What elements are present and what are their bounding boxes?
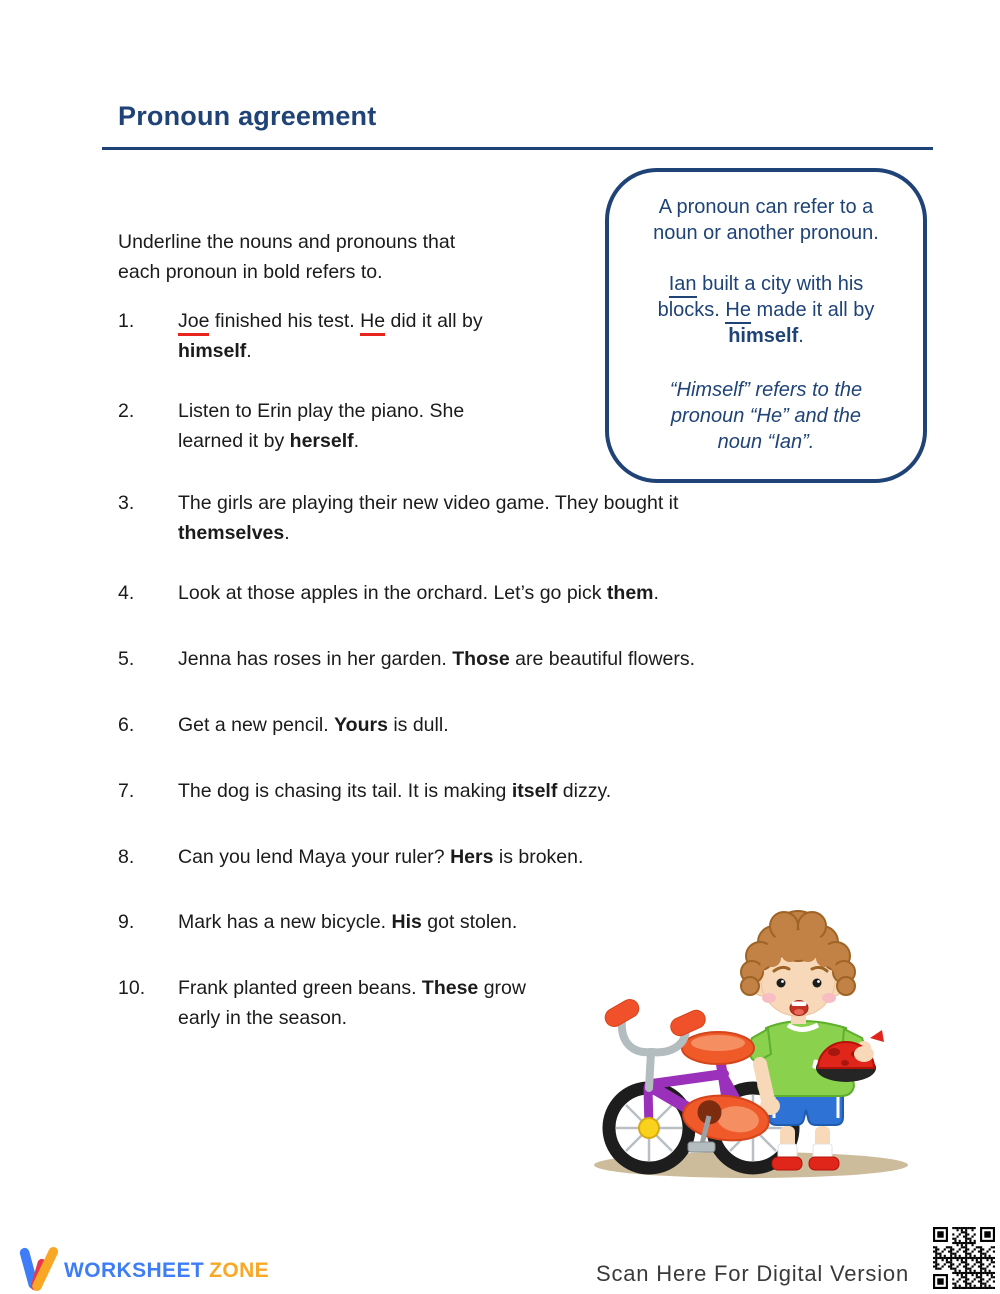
text-line: A pronoun can refer to a (658, 196, 874, 218)
text-line: Look at those apples in the orchard. Let’s go pick them. (178, 582, 659, 604)
text-line: early in the season. (178, 1007, 348, 1029)
text-line: Get a new pencil. Yours is dull. (178, 714, 449, 736)
instructions-line-1: Underline the nouns and pronouns that (118, 231, 456, 253)
logo-word-worksheet: WORKSHEET (64, 1259, 205, 1282)
exercise-item-4 (118, 578, 659, 608)
exercise-item-5 (118, 644, 695, 674)
text-line: Frank planted green beans. These grow (178, 977, 526, 999)
scan-here-label: Scan Here For Digital Version (596, 1261, 909, 1286)
exercise-item-7 (118, 776, 611, 806)
worksheetzone-logo-icon (16, 1243, 60, 1293)
text-line: “Himself” refers to the (669, 379, 863, 401)
logo-word-zone: ZONE (209, 1259, 270, 1282)
item-number: 7. (118, 780, 135, 802)
item-text (178, 644, 695, 674)
item-text (178, 710, 449, 740)
worksheetzone-logo-text (64, 1259, 269, 1283)
item-number: 8. (118, 846, 135, 868)
example-underline: He (725, 299, 751, 324)
exercise-item-2 (118, 396, 464, 456)
exercise-item-10 (118, 973, 526, 1033)
exercise-item-1 (118, 306, 483, 366)
text-line: themselves. (178, 522, 290, 544)
exercise-item-3 (118, 488, 678, 548)
boy-with-bicycle-illustration (588, 888, 920, 1188)
answer-underline: He (360, 310, 385, 336)
text-line: Can you lend Maya your ruler? Hers is broken. (178, 846, 584, 868)
item-number: 3. (118, 492, 135, 514)
item-text (178, 842, 583, 872)
text-line: himself. (728, 325, 804, 347)
text-line: Mark has a new bicycle. His got stolen. (178, 911, 518, 933)
text-line: Joe finished his test. He did it all by (178, 306, 483, 336)
item-text (178, 973, 526, 1033)
item-text (178, 907, 517, 937)
item-number: 4. (118, 582, 135, 604)
item-number: 2. (118, 400, 135, 422)
text-line: Jenna has roses in her garden. Those are beautiful flowers. (178, 648, 696, 670)
item-text (178, 578, 659, 608)
text-line: learned it by herself. (178, 430, 360, 452)
item-number: 10. (118, 977, 146, 999)
text-line: pronoun “He” and the (670, 405, 862, 427)
text-line: blocks. He made it all by (617, 297, 915, 323)
page-title: Pronoun agreement (118, 101, 377, 131)
text-line: noun or another pronoun. (653, 222, 879, 244)
item-text (178, 776, 611, 806)
text-line: Listen to Erin play the piano. She (178, 400, 465, 422)
exercise-item-8 (118, 842, 583, 872)
instructions-line-2: each pronoun in bold refers to. (118, 261, 383, 283)
item-number: 9. (118, 911, 135, 933)
text-line: The dog is chasing its tail. It is making itself dizzy. (178, 780, 612, 802)
qr-code (933, 1226, 995, 1290)
item-text (178, 396, 464, 456)
item-number: 1. (118, 310, 135, 332)
example-underline: Ian (669, 273, 697, 298)
item-text (178, 306, 483, 366)
text-line: himself. (178, 340, 252, 362)
item-text (178, 488, 678, 548)
answer-underline: Joe (178, 310, 209, 336)
text-line: noun “Ian”. (717, 431, 815, 453)
item-number: 6. (118, 714, 135, 736)
item-number: 5. (118, 648, 135, 670)
text-line: The girls are playing their new video game. They bought it (178, 492, 679, 514)
text-line: Ian built a city with his (617, 271, 915, 297)
exercise-item-6 (118, 710, 449, 740)
exercise-item-9 (118, 907, 517, 937)
